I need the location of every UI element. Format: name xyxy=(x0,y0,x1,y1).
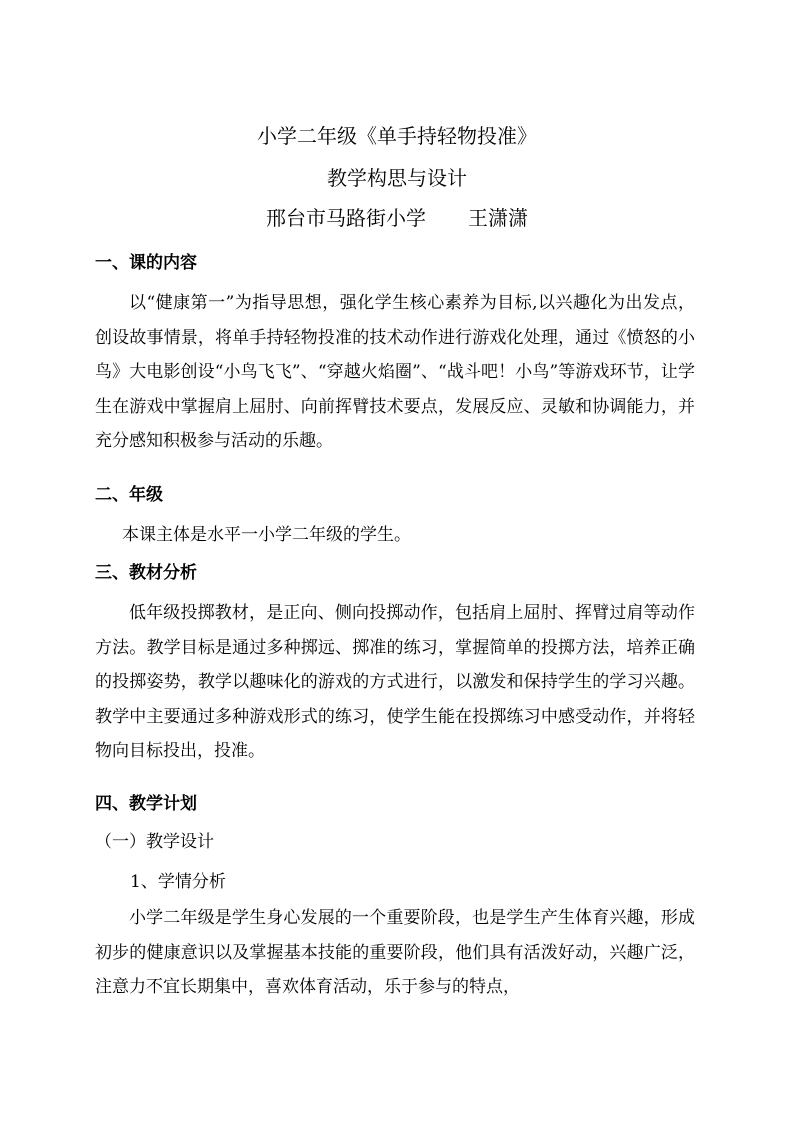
section-heading-material-analysis: 三、教材分析 xyxy=(95,563,197,583)
author-school: 邢台市马路街小学 xyxy=(266,206,426,230)
author-name: 王潇潇 xyxy=(468,206,528,230)
subsection-teaching-design: （一）教学设计 xyxy=(95,832,214,852)
section-text-content: 以“健康第一”为指导思想，强化学生核心素养为目标,以兴趣化为出发点，创设故事情景，将单手持轻物投准的技术动作进行游戏化处理，通过《愤怒的小鸟》大电影创设“小鸟飞飞”、“穿越火焰圈”、“战斗吧！小鸟”等游戏环节，让学生在游戏中掌握肩上屈肘、向前挥臂技术要点，发展反应、灵敏和协调能力，并充分感知积极参与活动的乐趣。 xyxy=(95,293,695,452)
section-text-learner-analysis: 小学二年级是学生身心发展的一个重要阶段，也是学生产生体育兴趣，形成初步的健康意识以及掌握基本技能的重要阶段，他们具有活泼好动，兴趣广泛，注意力不宜长期集中，喜欢体育活动，乐于参与的特点， xyxy=(95,908,695,998)
document-subtitle: 教学构思与设计 xyxy=(327,166,467,190)
section-heading-content: 一、课的内容 xyxy=(95,253,197,273)
section-text-material-analysis: 低年级投掷教材，是正向、侧向投掷动作，包括肩上屈肘、挥臂过肩等动作方法。教学目标是通过多种掷远、掷准的练习，掌握简单的投掷方法，培养正确的投掷姿势，教学以趣味化的游戏的方式进行，以激发和保持学生的学习兴趣。教学中主要通过多种游戏形式的练习，使学生能在投掷练习中感受动作，并将轻物向目标投出，投准。 xyxy=(95,603,695,762)
section-heading-grade: 二、年级 xyxy=(95,485,163,505)
author-line xyxy=(0,204,794,232)
subsection-learner-analysis: 1、学情分析 xyxy=(130,872,226,892)
section-text-grade: 本课主体是水平一小学二年级的学生。 xyxy=(122,525,411,545)
section-heading-teaching-plan: 四、教学计划 xyxy=(95,794,197,814)
document-title: 小学二年级《单手持轻物投准》 xyxy=(257,124,537,148)
